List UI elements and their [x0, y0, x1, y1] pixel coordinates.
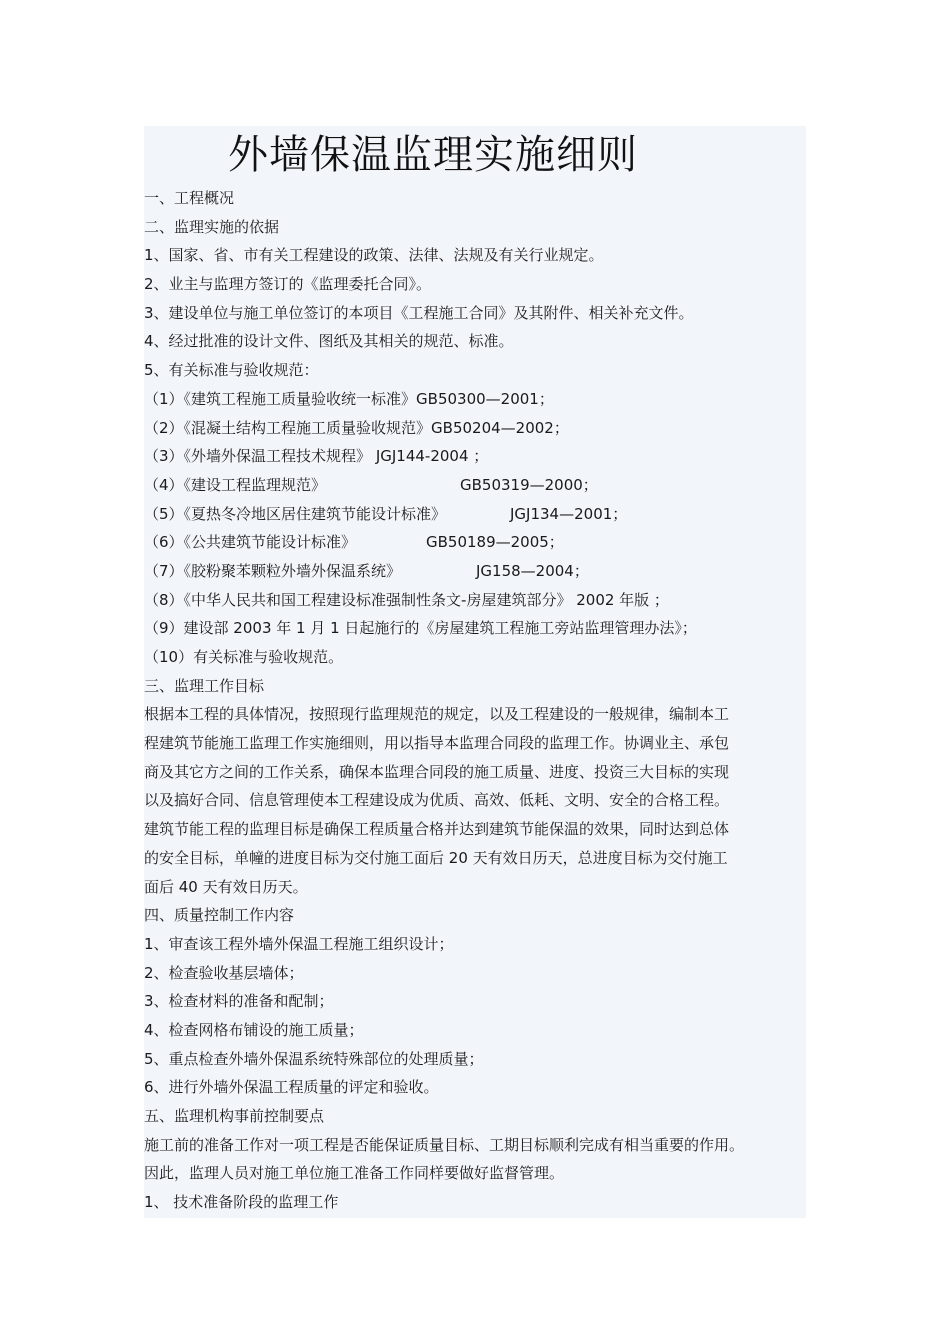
list-item: 1、国家、省、市有关工程建设的政策、法律、法规及有关行业规定。	[144, 246, 604, 265]
standard-code: JGJ134—2001；	[510, 504, 628, 523]
section-heading: 五、监理机构事前控制要点	[144, 1107, 325, 1125]
standard-item	[144, 500, 814, 529]
paragraph-line: 以及搞好合同、信息管理使本工程建设成为优质、高效、低耗、文明、安全的合格工程。	[144, 791, 730, 810]
standard-item: （9）建设部 2003 年 1 月 1 日起施行的《房屋建筑工程施工旁站监理管理办法》；	[144, 619, 697, 638]
list-item: 4、检查网格布铺设的施工质量；	[144, 1020, 364, 1039]
standard-item: （8）《中华人民共和国工程建设标准强制性条文-房屋建筑部分》 2002 年版 ；	[144, 590, 669, 609]
section-heading: 一、工程概况	[144, 189, 235, 207]
paragraph-line: 商及其它方之间的工作关系，确保本监理合同段的施工质量、进度、投资三大目标的实现	[144, 762, 730, 781]
standard-item: （1）《建筑工程施工质量验收统一标准》GB50300—2001；	[144, 389, 554, 408]
standard-item	[144, 471, 814, 500]
list-item: 1、审查该工程外墙外保温工程施工组织设计；	[144, 934, 454, 953]
list-item: 2、业主与监理方签订的《监理委托合同》。	[144, 275, 432, 294]
list-item: 3、检查材料的准备和配制；	[144, 992, 334, 1011]
section-heading: 三、监理工作目标	[144, 676, 265, 695]
list-item: 3、建设单位与施工单位签订的本项目《工程施工合同》及其附件、相关补充文件。	[144, 303, 694, 322]
standard-item	[144, 528, 814, 557]
document-body	[144, 184, 814, 1217]
document-title: 外墙保温监理实施细则	[228, 132, 638, 178]
section-heading: 二、监理实施的依据	[144, 217, 280, 236]
standard-title: （5）《夏热冬冷地区居住建筑节能设计标准》	[144, 504, 447, 523]
section-heading: 四、质量控制工作内容	[144, 906, 295, 925]
standard-item: （3）《外墙外保温工程技术规程》 JGJ144-2004 ；	[144, 447, 489, 466]
paragraph-line: 程建筑节能施工监理工作实施细则，用以指导本监理合同段的监理工作。协调业主、承包	[144, 734, 730, 753]
list-item: 5、有关标准与验收规范：	[144, 361, 319, 380]
standard-title: （7）《胶粉聚苯颗粒外墙外保温系统》	[144, 561, 402, 580]
paragraph-line: 因此，监理人员对施工单位施工准备工作同样要做好监督管理。	[144, 1164, 565, 1183]
standard-item	[144, 557, 814, 586]
standard-code: JG158—2004；	[476, 561, 589, 580]
list-item: 5、重点检查外墙外保温系统特殊部位的处理质量；	[144, 1049, 484, 1068]
standard-item: （10）有关标准与验收规范。	[144, 648, 344, 666]
paragraph-line: 建筑节能工程的监理目标是确保工程质量合格并达到建筑节能保温的效果，同时达到总体	[144, 820, 730, 839]
standard-item: （2）《混凝土结构工程施工质量验收规范》GB50204—2002；	[144, 418, 569, 437]
list-item: 6、进行外墙外保温工程质量的评定和验收。	[144, 1078, 439, 1097]
paragraph-line: 根据本工程的具体情况，按照现行监理规范的规定，以及工程建设的一般规律，编制本工	[144, 705, 730, 724]
standard-code: GB50319—2000；	[460, 475, 598, 494]
standard-code: GB50189—2005；	[426, 533, 564, 552]
list-item: 1、 技术准备阶段的监理工作	[144, 1193, 339, 1212]
standard-title: （6）《公共建筑节能设计标准》	[144, 533, 357, 552]
standard-title: （4）《建设工程监理规范》	[144, 475, 327, 494]
list-item: 2、检查验收基层墙体；	[144, 963, 304, 982]
paragraph-line: 的安全目标，单幢的进度目标为交付施工面后 20 天有效日历天，总进度目标为交付施工	[144, 848, 728, 867]
list-item: 4、经过批准的设计文件、图纸及其相关的规范、标准。	[144, 332, 514, 351]
paragraph-line: 施工前的准备工作对一项工程是否能保证质量目标、工期目标顺利完成有相当重要的作用。	[144, 1135, 745, 1154]
paragraph-line: 面后 40 天有效日历天。	[144, 877, 308, 896]
